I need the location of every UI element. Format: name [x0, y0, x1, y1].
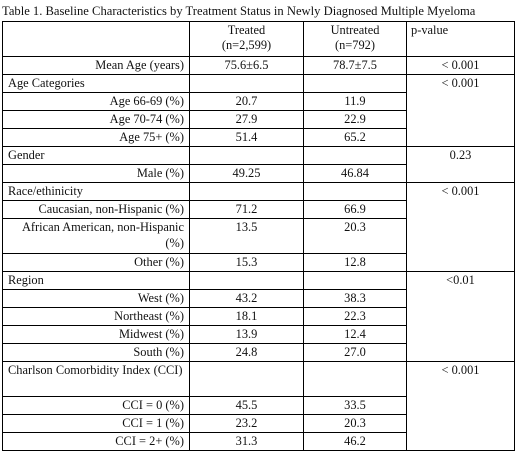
table-row — [3, 344, 515, 362]
treated-cell: 27.9 — [190, 111, 304, 129]
treated-cell: 31.3 — [190, 433, 304, 451]
treated-cell — [190, 362, 304, 397]
row-label: CCI = 1 (%) — [3, 415, 190, 433]
row-label: Age 70-74 (%) — [3, 111, 190, 129]
treated-cell: 15.3 — [190, 254, 304, 272]
table-header-row — [3, 22, 515, 57]
treated-cell — [190, 272, 304, 290]
section-label: Charlson Comorbidity Index (CCI) — [3, 362, 190, 397]
table-row — [3, 111, 515, 129]
row-label: Northeast (%) — [3, 308, 190, 326]
untreated-cell — [304, 362, 407, 397]
section-label: Region — [3, 272, 190, 290]
treated-cell: 49.25 — [190, 165, 304, 183]
header-untreated-label: Untreated — [330, 23, 380, 37]
header-empty-cell — [3, 22, 190, 57]
untreated-cell: 11.9 — [304, 93, 407, 111]
row-label: Age 66-69 (%) — [3, 93, 190, 111]
row-label: Age 75+ (%) — [3, 129, 190, 147]
pvalue-cell — [407, 201, 515, 219]
pvalue-cell — [407, 397, 515, 415]
section-label: Race/ethinicity — [3, 183, 190, 201]
treated-cell: 18.1 — [190, 308, 304, 326]
pvalue-cell — [407, 129, 515, 147]
untreated-cell: 12.4 — [304, 326, 407, 344]
untreated-cell: 27.0 — [304, 344, 407, 362]
section-row-gender — [3, 147, 515, 165]
pvalue-cell — [407, 326, 515, 344]
untreated-cell: 22.9 — [304, 111, 407, 129]
pvalue-cell — [407, 290, 515, 308]
table-row — [3, 201, 515, 219]
table-row — [3, 93, 515, 111]
header-pvalue: p-value — [407, 22, 515, 57]
untreated-cell: 33.5 — [304, 397, 407, 415]
section-label: Age Categories — [3, 75, 190, 93]
untreated-cell — [304, 272, 407, 290]
row-label: CCI = 2+ (%) — [3, 433, 190, 451]
header-untreated — [304, 22, 407, 57]
treated-cell: 75.6±6.5 — [190, 57, 304, 75]
table-row — [3, 290, 515, 308]
table-row — [3, 165, 515, 183]
section-row-cci — [3, 362, 515, 397]
row-label: South (%) — [3, 344, 190, 362]
pvalue-cell — [407, 165, 515, 183]
section-row-region — [3, 272, 515, 290]
pvalue-cell: < 0.001 — [407, 183, 515, 201]
table-row — [3, 57, 515, 75]
untreated-cell: 46.84 — [304, 165, 407, 183]
header-treated — [190, 22, 304, 57]
pvalue-cell — [407, 415, 515, 433]
table-row — [3, 308, 515, 326]
header-treated-label: Treated — [227, 23, 266, 37]
pvalue-cell — [407, 433, 515, 451]
table-row — [3, 129, 515, 147]
pvalue-cell — [407, 111, 515, 129]
row-label: Midwest (%) — [3, 326, 190, 344]
untreated-cell: 65.2 — [304, 129, 407, 147]
table-row — [3, 397, 515, 415]
pvalue-cell: < 0.001 — [407, 362, 515, 397]
table-row — [3, 326, 515, 344]
row-label: Caucasian, non-Hispanic (%) — [3, 201, 190, 219]
treated-cell: 20.7 — [190, 93, 304, 111]
section-row-age-categories — [3, 75, 515, 93]
row-label: West (%) — [3, 290, 190, 308]
treated-cell: 43.2 — [190, 290, 304, 308]
pvalue-cell — [407, 93, 515, 111]
row-label: African American, non-Hispanic (%) — [3, 219, 190, 254]
table-row — [3, 415, 515, 433]
treated-cell: 71.2 — [190, 201, 304, 219]
table-row — [3, 219, 515, 254]
treated-cell — [190, 75, 304, 93]
untreated-cell: 20.3 — [304, 219, 407, 254]
row-label: Mean Age (years) — [3, 57, 190, 75]
pvalue-cell: < 0.001 — [407, 75, 515, 93]
untreated-cell: 46.2 — [304, 433, 407, 451]
untreated-cell: 38.3 — [304, 290, 407, 308]
pvalue-cell — [407, 219, 515, 254]
treated-cell: 13.5 — [190, 219, 304, 254]
untreated-cell: 22.3 — [304, 308, 407, 326]
table-caption: Table 1. Baseline Characteristics by Treatment Status in Newly Diagnosed Multiple Myeloma — [2, 4, 476, 18]
untreated-cell: 12.8 — [304, 254, 407, 272]
pvalue-cell: < 0.001 — [407, 57, 515, 75]
table-row — [3, 254, 515, 272]
treated-cell: 24.8 — [190, 344, 304, 362]
section-row-race — [3, 183, 515, 201]
row-label: Other (%) — [3, 254, 190, 272]
baseline-characteristics-table — [2, 21, 515, 451]
treated-cell: 23.2 — [190, 415, 304, 433]
header-untreated-n: (n=792) — [334, 38, 376, 52]
untreated-cell: 66.9 — [304, 201, 407, 219]
header-treated-n: (n=2,599) — [221, 38, 272, 52]
untreated-cell — [304, 75, 407, 93]
pvalue-cell — [407, 344, 515, 362]
row-label: Male (%) — [3, 165, 190, 183]
treated-cell — [190, 183, 304, 201]
untreated-cell — [304, 183, 407, 201]
treated-cell: 13.9 — [190, 326, 304, 344]
table-row — [3, 433, 515, 451]
treated-cell — [190, 147, 304, 165]
row-label: CCI = 0 (%) — [3, 397, 190, 415]
untreated-cell: 78.7±7.5 — [304, 57, 407, 75]
pvalue-cell — [407, 254, 515, 272]
untreated-cell: 20.3 — [304, 415, 407, 433]
pvalue-cell — [407, 308, 515, 326]
pvalue-cell: 0.23 — [407, 147, 515, 165]
pvalue-cell: <0.01 — [407, 272, 515, 290]
section-label: Gender — [3, 147, 190, 165]
treated-cell: 51.4 — [190, 129, 304, 147]
untreated-cell — [304, 147, 407, 165]
treated-cell: 45.5 — [190, 397, 304, 415]
